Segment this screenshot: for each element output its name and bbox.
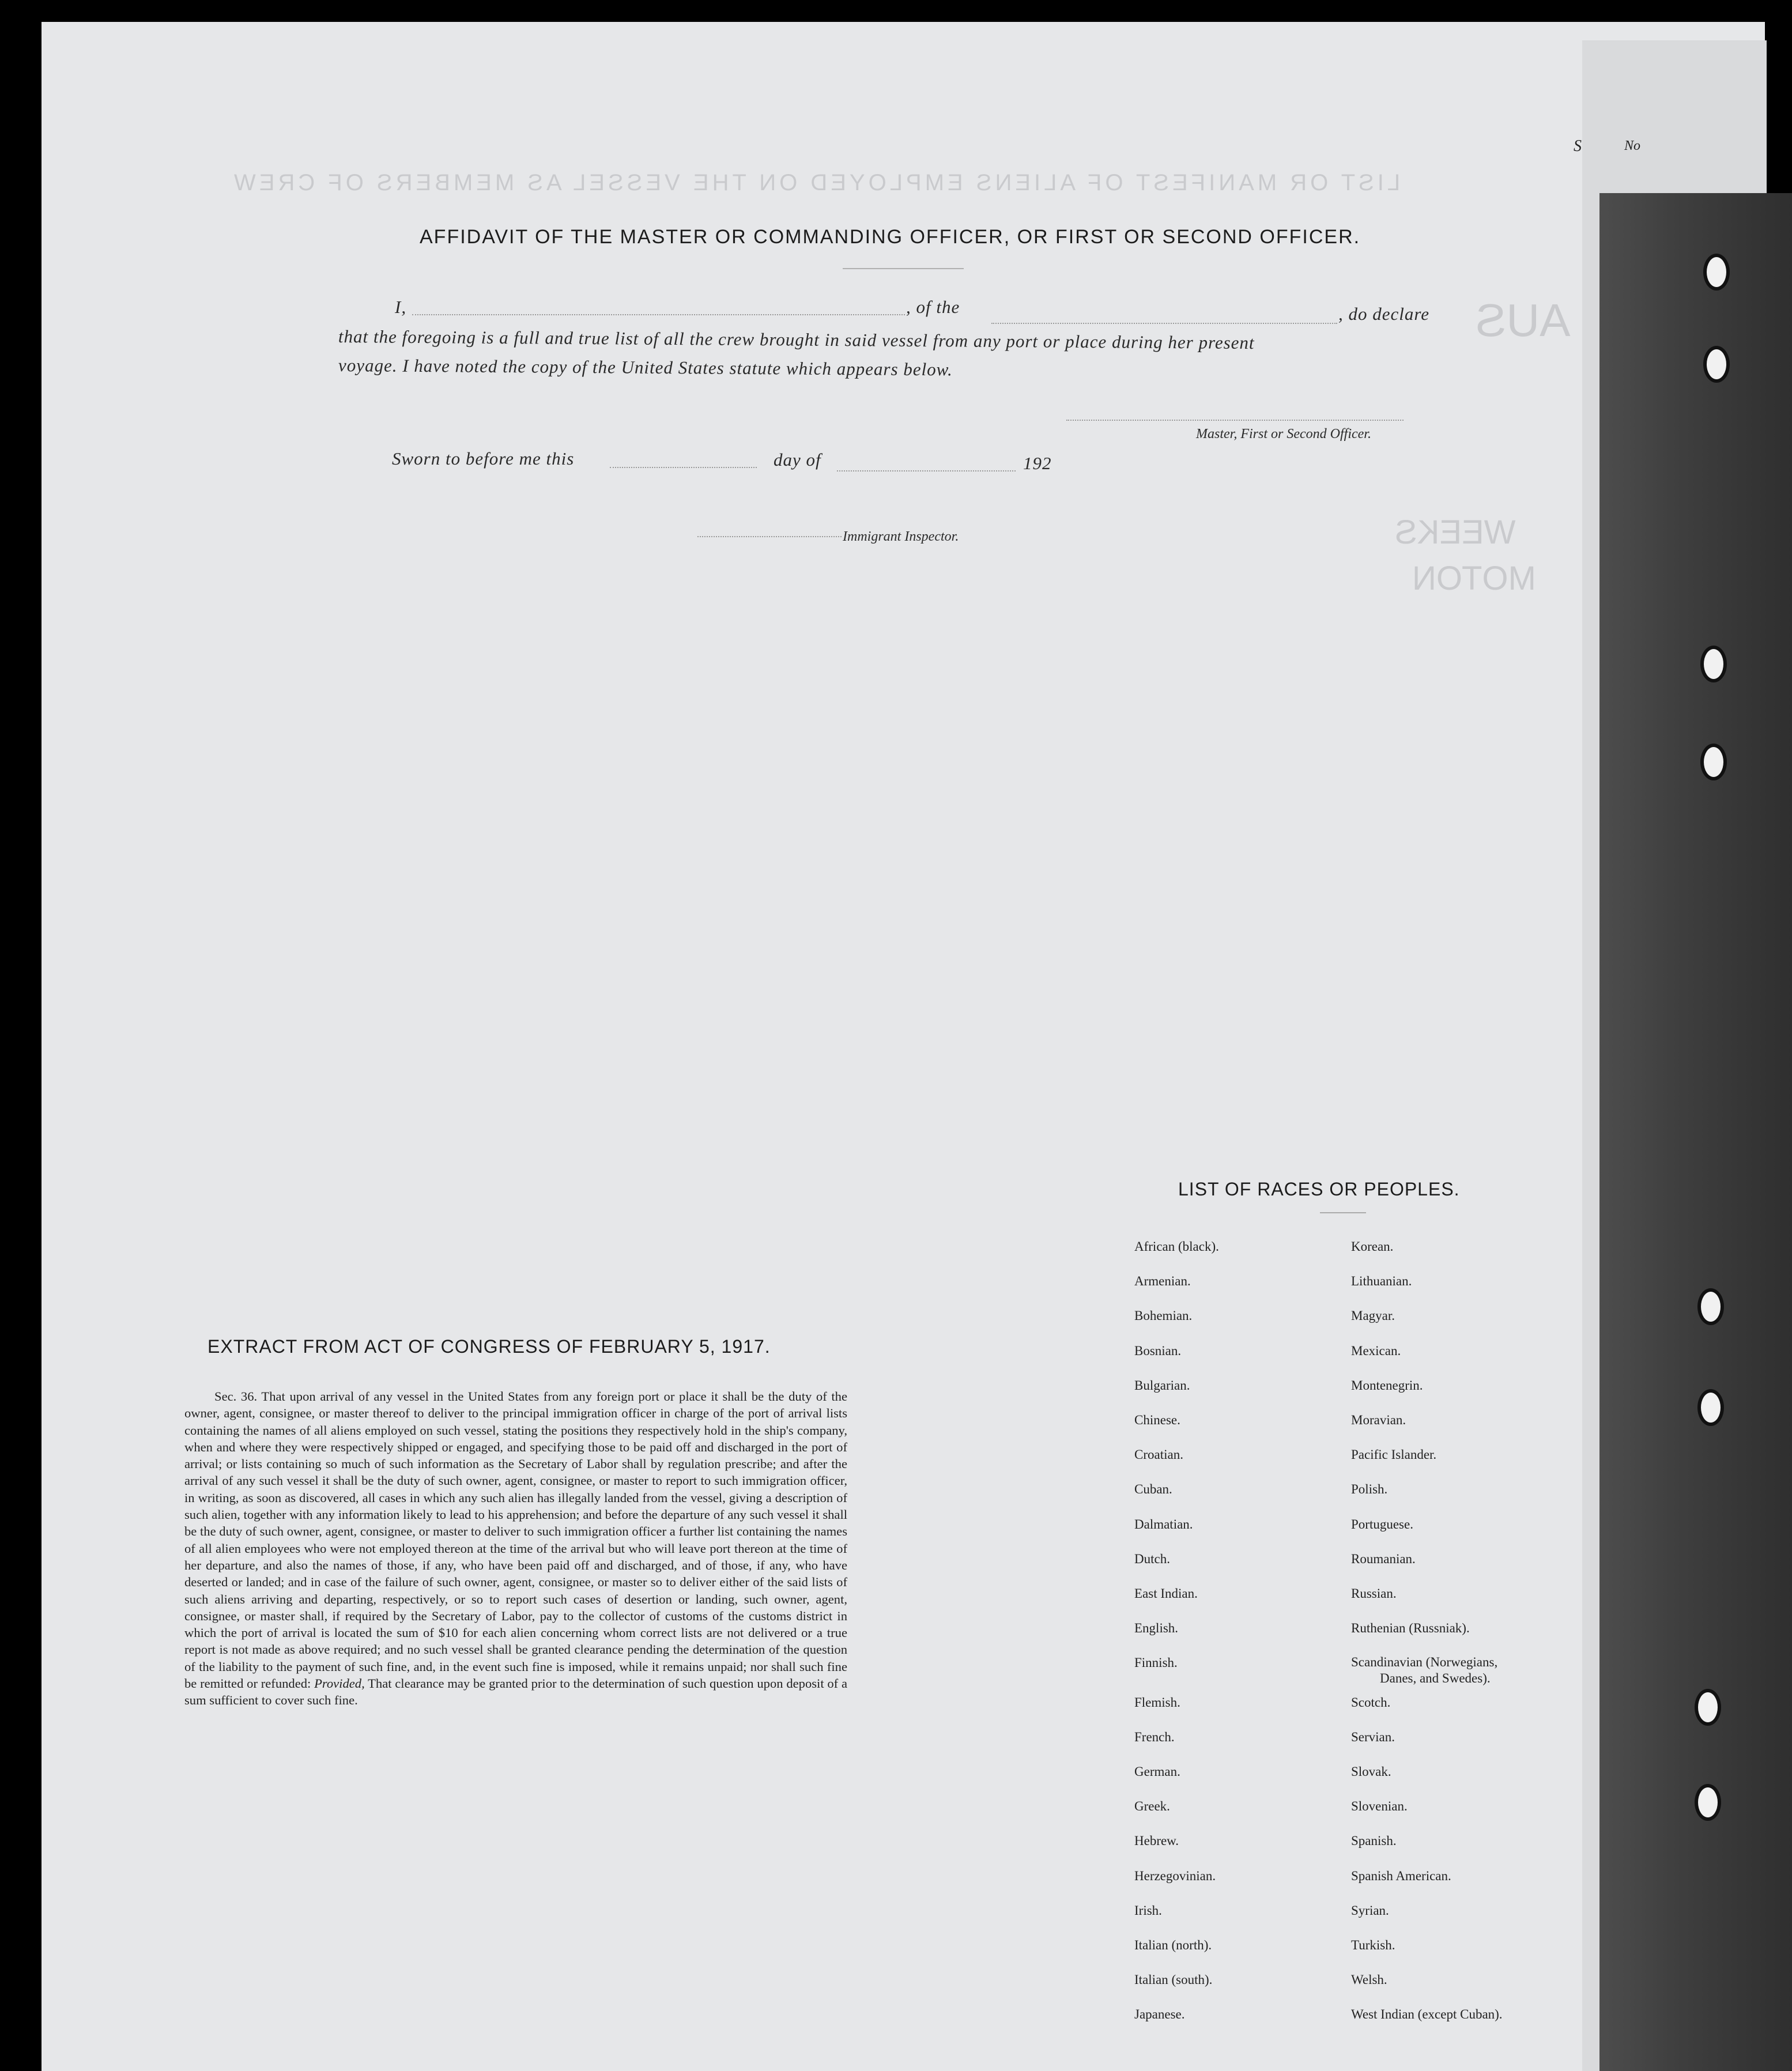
race-item: Cuban.	[1134, 1482, 1172, 1497]
race-item: English.	[1134, 1621, 1179, 1636]
race-item: Greek.	[1134, 1799, 1170, 1814]
affidavit-title: AFFIDAVIT OF THE MASTER OR COMMANDING OFFICER, OR FIRST OR SECOND OFFICER.	[420, 226, 1361, 248]
binder-hole	[1703, 254, 1730, 291]
race-item: East Indian.	[1134, 1586, 1198, 1601]
race-item: Scandinavian (Norwegians, Danes, and Swedes).	[1351, 1655, 1498, 1686]
race-item: African (black).	[1134, 1239, 1219, 1254]
race-item: Hebrew.	[1134, 1834, 1179, 1849]
name-blank[interactable]	[412, 314, 905, 315]
race-item: Japanese.	[1134, 2007, 1185, 2022]
bleed-through-text: AUS	[1476, 295, 1571, 346]
race-item: Dalmatian.	[1134, 1517, 1193, 1531]
race-item: Servian.	[1351, 1729, 1395, 1744]
inspector-caption: Immigrant Inspector.	[843, 529, 959, 544]
inspector-signature-blank[interactable]	[697, 536, 842, 537]
bleed-through-text: WEEKS	[1395, 514, 1516, 551]
declaration-prefix: I,	[395, 297, 407, 317]
race-item: Slovenian.	[1351, 1799, 1408, 1814]
race-item: Scotch.	[1351, 1695, 1391, 1710]
race-item: Italian (south).	[1134, 1972, 1213, 1987]
race-item: Slovak.	[1351, 1764, 1391, 1779]
race-item: Mexican.	[1351, 1343, 1401, 1358]
race-item: Syrian.	[1351, 1903, 1389, 1918]
sworn-month-blank[interactable]	[837, 470, 1016, 471]
binder-hole	[1695, 1689, 1721, 1726]
race-item: Ruthenian (Russniak).	[1351, 1621, 1470, 1636]
extract-title: EXTRACT FROM ACT OF CONGRESS OF FEBRUARY 5, 1917.	[208, 1336, 771, 1357]
race-item: Magyar.	[1351, 1308, 1395, 1323]
race-item: Herzegovinian.	[1134, 1868, 1216, 1883]
binder-hole	[1700, 744, 1727, 780]
race-item: Korean.	[1351, 1239, 1394, 1254]
sworn-date-blank[interactable]	[610, 467, 757, 468]
race-item: Dutch.	[1134, 1551, 1170, 1566]
declaration-line-2: that the foregoing is a full and true list of all the crew brought in said vessel from any port or place during her present	[338, 326, 1255, 353]
sworn-day-of: day of	[774, 450, 821, 470]
race-item: Turkish.	[1351, 1938, 1395, 1952]
master-signature-blank[interactable]	[1066, 420, 1404, 421]
race-item: Armenian.	[1134, 1274, 1191, 1289]
race-item: Roumanian.	[1351, 1551, 1416, 1566]
races-title: LIST OF RACES OR PEOPLES.	[1178, 1179, 1460, 1199]
binder-hole	[1700, 646, 1727, 682]
race-item: Bosnian.	[1134, 1343, 1182, 1358]
extract-text-end: That clearance may be granted prior to the determination of such question upon deposit of a sum sufficient to cover such fine.	[184, 1676, 847, 1708]
corner-mark-no: No	[1624, 138, 1641, 153]
extract-provided: Provided,	[314, 1676, 365, 1691]
extract-text: That upon arrival of any vessel in the United States from any foreign port or place it shall be the duty of the owner, agent, consignee, or master thereof to deliver to the principal immigration officer in charge of the port of arrival lists containing the names of all aliens employed on such vessel, stating the positions they respectively hold in the ship's company, when and where they were respectively shipped or engaged, and specifying those to be paid off and discharged in the port of arrival; or lists containing so much of such information as the Secretary of Labor shall by regulation prescribe; and after the arrival of any such vessel it shall be the duty of such owner, agent, consignee, or master to report to such immigration officer, in writing, as soon as discovered, all cases in which any such alien has illegally landed from the vessel, giving a description of such alien, together with any information likely to lead to his apprehension; and before the departure of any such vessel it shall be the duty of such owner, agent, consignee, or master to deliver to such immigration officer a further list containing the names of all alien employees who were not employed thereon at the time of the arrival but who will leave port thereon at the time of her departure, and also the names of those, if any, who have been paid off and discharged, and of those, if any, who have deserted or landed; and in case of the failure of such owner, agent, consignee, or master so to deliver either of the said lists of such aliens arriving and departing, respectively, or so to report such cases of desertion or landing, such owner, agent, consignee, or master shall, if required by the Secretary of Labor, pay to the collector of customs of the customs district in which the port of arrival is located the sum of $10 for each alien concerning whom correct lists are not delivered or a true report is not made as above required; and no such vessel shall be granted clearance pending the determination of the question of the liability to the payment of such fine, and, in the event such fine is imposed, while it remains unpaid; nor shall such fine be remitted or refunded:	[184, 1389, 847, 1691]
race-item: French.	[1134, 1729, 1175, 1744]
race-item: Bulgarian.	[1134, 1378, 1190, 1393]
race-item: Russian.	[1351, 1586, 1397, 1601]
races-title-rule	[1320, 1212, 1366, 1213]
race-item: Pacific Islander.	[1351, 1447, 1437, 1462]
sworn-year: 192	[1023, 453, 1052, 473]
binder-hole	[1697, 1288, 1724, 1325]
race-item: Lithuanian.	[1351, 1274, 1412, 1289]
extract-body	[184, 1388, 847, 1709]
race-item: Spanish American.	[1351, 1868, 1451, 1883]
race-item: Finnish.	[1134, 1655, 1178, 1670]
race-item: Moravian.	[1351, 1413, 1406, 1427]
race-item: Chinese.	[1134, 1413, 1180, 1427]
race-item: Croatian.	[1134, 1447, 1183, 1462]
binder-hole	[1697, 1389, 1724, 1426]
race-item: Italian (north).	[1134, 1938, 1212, 1952]
title-rule	[843, 268, 964, 269]
binder-hole	[1703, 346, 1730, 383]
race-item-continuation: Danes, and Swedes).	[1380, 1671, 1491, 1686]
race-item: Irish.	[1134, 1903, 1162, 1918]
race-item: Montenegrin.	[1351, 1378, 1423, 1393]
extract-section: Sec. 36.	[214, 1389, 258, 1404]
race-item: Spanish.	[1351, 1834, 1397, 1849]
binder-hole	[1695, 1784, 1721, 1821]
race-item: Welsh.	[1351, 1972, 1387, 1987]
race-item: West Indian (except Cuban).	[1351, 2007, 1503, 2022]
race-item: German.	[1134, 1764, 1180, 1779]
declaration-line-3: voyage. I have noted the copy of the United States statute which appears below.	[338, 355, 953, 380]
corner-mark-s: S	[1574, 137, 1582, 155]
bleed-through-text: MOTON	[1412, 560, 1536, 597]
race-item: Polish.	[1351, 1482, 1388, 1497]
master-caption: Master, First or Second Officer.	[1196, 427, 1371, 442]
race-item: Portuguese.	[1351, 1517, 1413, 1531]
race-item: Flemish.	[1134, 1695, 1180, 1710]
bleed-through-text: LIST OR MANIFEST OF ALIENS EMPLOYED ON THE VESSEL AS MEMBERS OF CREW	[231, 170, 1401, 195]
race-item: Bohemian.	[1134, 1308, 1193, 1323]
binding-strip	[1599, 193, 1792, 2071]
vessel-blank[interactable]	[991, 323, 1337, 324]
declaration-suffix: , do declare	[1338, 304, 1430, 324]
sworn-prefix: Sworn to before me this	[392, 448, 575, 469]
declaration-of: , of the	[906, 297, 960, 317]
